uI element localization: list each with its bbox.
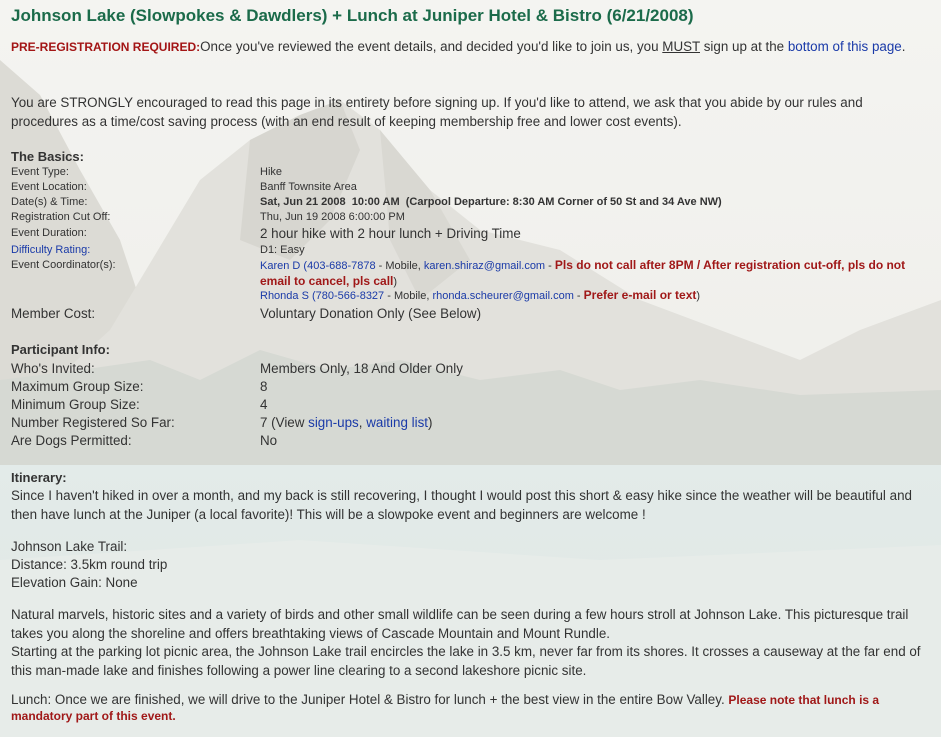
dogs-label: Are Dogs Permitted: xyxy=(11,433,132,448)
page-title: Johnson Lake (Slowpokes & Dawdlers) + Lunch at Juniper Hotel & Bistro (6/21/2008) xyxy=(11,6,694,25)
basics-heading: The Basics: xyxy=(11,149,84,164)
itinerary-intro: Since I haven't hiked in over a month, and my back is still recovering, I thought I would post this short & easy hike since the weather will be beautiful and then have lunch at the Juniper (a local favorite)! This will be a slowpoke event and beginners are welcome ! xyxy=(11,488,912,522)
registered-count: 7 (View xyxy=(260,415,309,430)
prereg-text-before: Once you've reviewed the event details, and decided you'd like to join us, you xyxy=(200,39,663,54)
coordinator-2-email-link[interactable]: rhonda.scheurer@gmail.com xyxy=(432,290,574,302)
duration-label: Event Duration: xyxy=(11,227,87,239)
coordinator-2-phone: (780-566-8327 xyxy=(312,290,385,302)
participant-heading: Participant Info: xyxy=(11,342,110,357)
datetime-label: Date(s) & Time: xyxy=(11,196,88,208)
coordinator-1-mobile: - Mobile, xyxy=(375,260,424,272)
datetime-value: Sat, Jun 21 2008 10:00 AM (Carpool Departure: 8:30 AM Corner of 50 St and 34 Ave NW) xyxy=(260,196,722,208)
trail-name: Johnson Lake Trail: xyxy=(11,539,128,554)
min-group-value: 4 xyxy=(260,397,268,412)
event-location-value: Banff Townsite Area xyxy=(260,181,357,193)
intro-paragraph: You are STRONGLY encouraged to read this page in its entirety before signing up. If you'd like to attend, we ask that you abide by our rules and procedures as a time/cost saving process (with an end result of keeping membership free and lower cost events). xyxy=(11,95,863,129)
itinerary-heading: Itinerary: xyxy=(11,470,67,485)
coordinator-1-close: ) xyxy=(393,276,398,288)
min-group-label: Minimum Group Size: xyxy=(11,397,140,412)
registered-value xyxy=(260,414,432,432)
coordinator-2-mobile: - Mobile, xyxy=(384,290,433,302)
cutoff-label: Registration Cut Off: xyxy=(11,211,111,223)
coordinator-2-name-link[interactable]: Rhonda S xyxy=(260,290,309,302)
trail-elevation: Elevation Gain: None xyxy=(11,575,138,590)
cutoff-value: Thu, Jun 19 2008 6:00:00 PM xyxy=(260,211,405,223)
coordinator-2-dash: - xyxy=(573,290,584,302)
max-group-label: Maximum Group Size: xyxy=(11,379,144,394)
bottom-of-page-link[interactable]: bottom of this page xyxy=(787,39,902,54)
difficulty-value: D1: Easy xyxy=(260,244,305,256)
trail-description-1: Natural marvels, historic sites and a variety of birds and other small wildlife can be seen during a few hours stroll at Johnson Lake. This picturesque trail takes you along the shoreline and offers breathtaking views of Cascade Mountain and Mount Rundle. xyxy=(11,607,909,641)
coordinator-1-name-link[interactable]: Karen D xyxy=(260,260,301,272)
invited-label: Who's Invited: xyxy=(11,361,95,376)
coordinator-1-note: Pls do not call after 8PM / After registration cut-off, pls do not email to cancel, pls call xyxy=(260,258,906,288)
lunch-paragraph xyxy=(11,692,931,724)
coordinator-2-note: Prefer e-mail or text xyxy=(583,288,697,302)
coordinator-1 xyxy=(260,258,920,290)
invited-value: Members Only, 18 And Older Only xyxy=(260,361,463,376)
coordinator-2 xyxy=(260,288,700,304)
trail-distance: Distance: 3.5km round trip xyxy=(11,557,168,572)
dogs-value: No xyxy=(260,433,278,448)
prereg-notice xyxy=(11,37,931,57)
signups-link[interactable]: sign-ups xyxy=(308,415,359,430)
duration-value: 2 hour hike with 2 hour lunch + Driving Time xyxy=(260,226,521,241)
coordinator-2-close: ) xyxy=(696,290,701,302)
prereg-text-middle: sign up at the xyxy=(700,39,788,54)
difficulty-rating-link[interactable]: Difficulty Rating: xyxy=(11,244,91,256)
coordinator-1-dash: - xyxy=(545,260,555,272)
event-type-value: Hike xyxy=(260,166,283,178)
prereg-label: PRE-REGISTRATION REQUIRED: xyxy=(11,40,201,54)
member-cost-value: Voluntary Donation Only (See Below) xyxy=(260,306,482,321)
lunch-mandatory-note: Please note that lunch is a mandatory part of this event. xyxy=(11,693,880,723)
coordinator-label: Event Coordinator(s): xyxy=(11,259,116,271)
event-location-label: Event Location: xyxy=(11,181,87,193)
prereg-text-after: . xyxy=(901,39,906,54)
event-type-label: Event Type: xyxy=(11,166,69,178)
registered-label: Number Registered So Far: xyxy=(11,415,175,430)
waiting-list-link[interactable]: waiting list xyxy=(366,415,428,430)
max-group-value: 8 xyxy=(260,379,268,394)
registered-close: ) xyxy=(428,415,433,430)
coordinator-1-email-link[interactable]: karen.shiraz@gmail.com xyxy=(423,260,546,272)
trail-description-2: Starting at the parking lot picnic area, the Johnson Lake trail encircles the lake in 3.5 km, never far from its shores. It crosses a causeway at the far end of this man-made lake and finishes following a power line clearing to a second lakeshore picnic site. xyxy=(11,644,921,678)
lunch-text: Lunch: Once we are finished, we will drive to the Juniper Hotel & Bistro for lunch + the best view in the entire Bow Valley. xyxy=(11,692,729,707)
registered-comma: , xyxy=(358,415,367,430)
member-cost-label: Member Cost: xyxy=(11,306,96,321)
coordinator-1-phone: (403-688-7878 xyxy=(303,260,376,272)
prereg-must: MUST xyxy=(662,39,700,54)
